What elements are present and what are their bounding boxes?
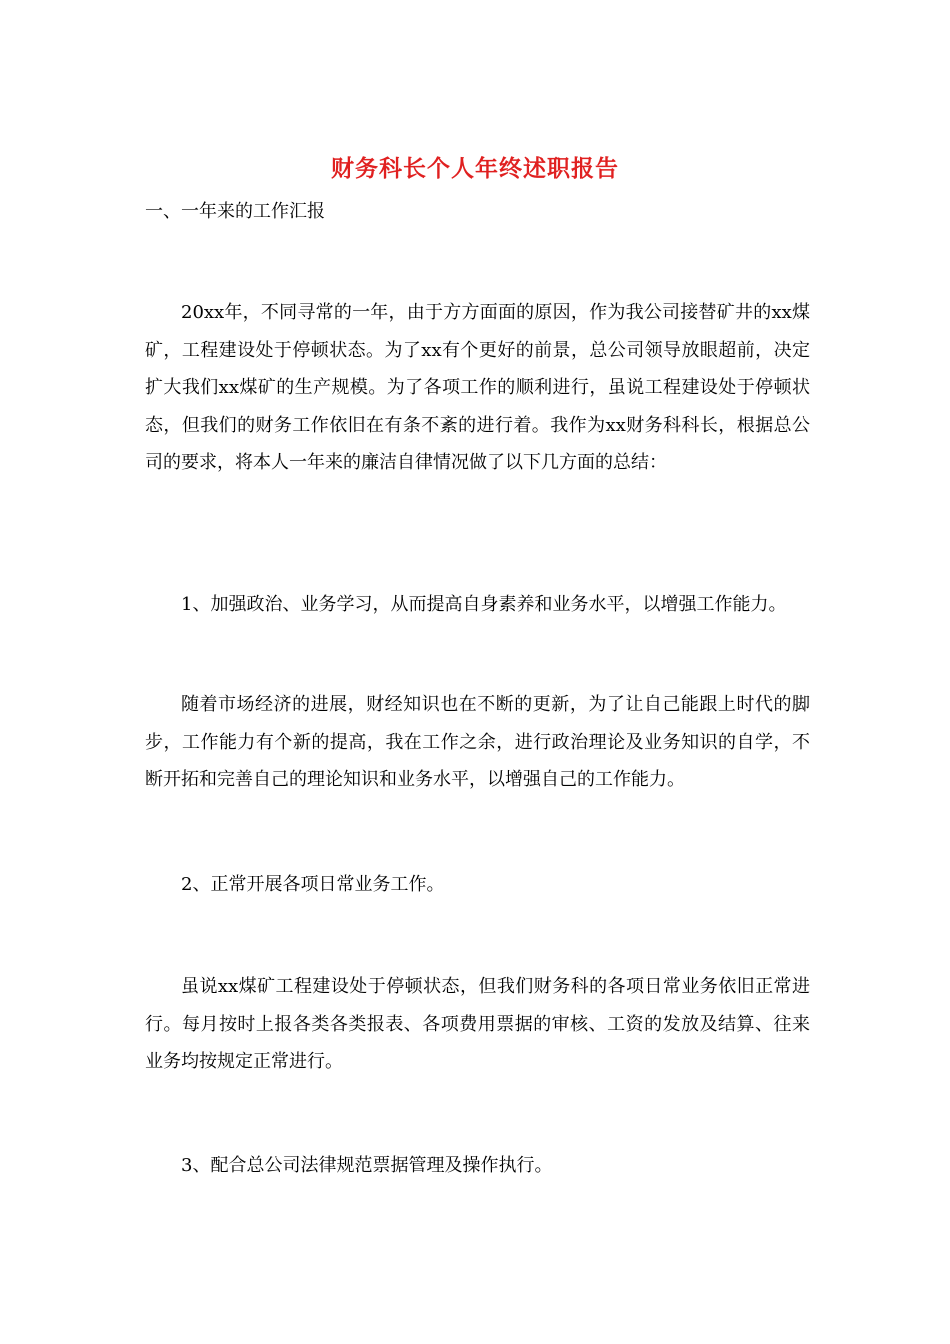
document-title: 财务科长个人年终述职报告 xyxy=(331,155,619,182)
section-heading: 一、一年来的工作汇报 xyxy=(145,201,325,222)
list-item-2: 2、正常开展各项日常业务工作。 xyxy=(181,874,445,895)
list-item-1: 1、加强政治、业务学习，从而提高自身素养和业务水平，以增强工作能力。 xyxy=(181,594,787,615)
paragraph-2: 虽说xx煤矿工程建设处于停顿状态，但我们财务科的各项日常业务依旧正常进行。每月按时上报各类各类报表、各项费用票据的审核、工资的发放及结算、往来业务均按规定正常进行。 xyxy=(145,976,810,1072)
paragraph-1: 随着市场经济的进展，财经知识也在不断的更新，为了让自己能跟上时代的脚步，工作能力有个新的提高，我在工作之余，进行政治理论及业务知识的自学，不断开拓和完善自己的理论知识和业务水平，以增强自己的工作能力。 xyxy=(145,694,810,790)
list-item-3: 3、配合总公司法律规范票据管理及操作执行。 xyxy=(181,1155,553,1176)
intro-paragraph: 20xx年，不同寻常的一年，由于方方面面的原因，作为我公司接替矿井的xx煤矿，工程建设处于停顿状态。为了xx有个更好的前景，总公司领导放眼超前，决定扩大我们xx煤矿的生产规模。为了各项工作的顺利进行，虽说工程建设处于停顿状态，但我们的财务工作依旧在有条不紊的进行着。我作为xx财务科科长，根据总公司的要求，将本人一年来的廉洁自律情况做了以下几方面的总结： xyxy=(145,302,810,473)
